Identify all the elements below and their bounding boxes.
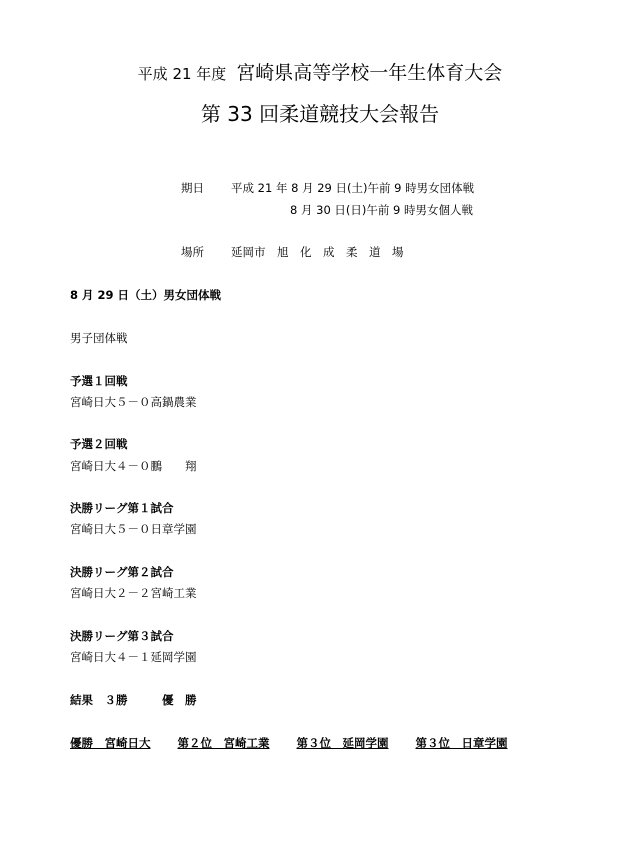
standing-third-b: 第３位 日章学園 [415, 736, 508, 750]
match-round: 予選１回戦 [70, 374, 128, 388]
date-row [181, 180, 474, 196]
match-result: 宮崎日大２－２宮崎工業 [70, 586, 197, 600]
category-label: 男子団体戦 [70, 331, 128, 345]
match-round: 予選２回戦 [70, 437, 128, 451]
match-result: 宮崎日大４－０鵬 翔 [70, 459, 197, 473]
title-event: 宮崎県高等学校一年生体育大会 [236, 62, 503, 84]
match-round: 決勝リーグ第３試合 [70, 629, 174, 643]
match-round: 決勝リーグ第２試合 [70, 565, 174, 579]
final-standings [70, 735, 508, 751]
match-result: 宮崎日大５－０高鍋農業 [70, 395, 197, 409]
match-result: 宮崎日大４－１延岡学園 [70, 650, 197, 664]
title-year: 平成 21 年度 [137, 65, 227, 83]
standing-third-a: 第３位 延岡学園 [296, 736, 389, 750]
match-round: 決勝リーグ第１試合 [70, 501, 174, 515]
result-summary: 結果 ３勝 優 勝 [70, 693, 197, 707]
place-row [181, 244, 404, 260]
place-value: 延岡市 旭 化 成 柔 道 場 [231, 245, 404, 259]
standing-first: 優勝 宮崎日大 [70, 736, 151, 750]
date-line1: 平成 21 年 8 月 29 日(土)午前 9 時男女団体戦 [231, 181, 475, 195]
standing-second: 第２位 宮崎工業 [177, 736, 270, 750]
match-result: 宮崎日大５－０日章学園 [70, 522, 197, 536]
date-line2: 8 月 30 日(日)午前 9 時男女個人戦 [290, 203, 474, 217]
date-label: 期日 [181, 181, 204, 195]
document-subtitle: 第 33 回柔道競技大会報告 [200, 102, 440, 126]
document-title [0, 58, 640, 85]
day-heading: 8 月 29 日（土）男女団体戦 [70, 288, 222, 302]
place-label: 場所 [181, 245, 204, 259]
